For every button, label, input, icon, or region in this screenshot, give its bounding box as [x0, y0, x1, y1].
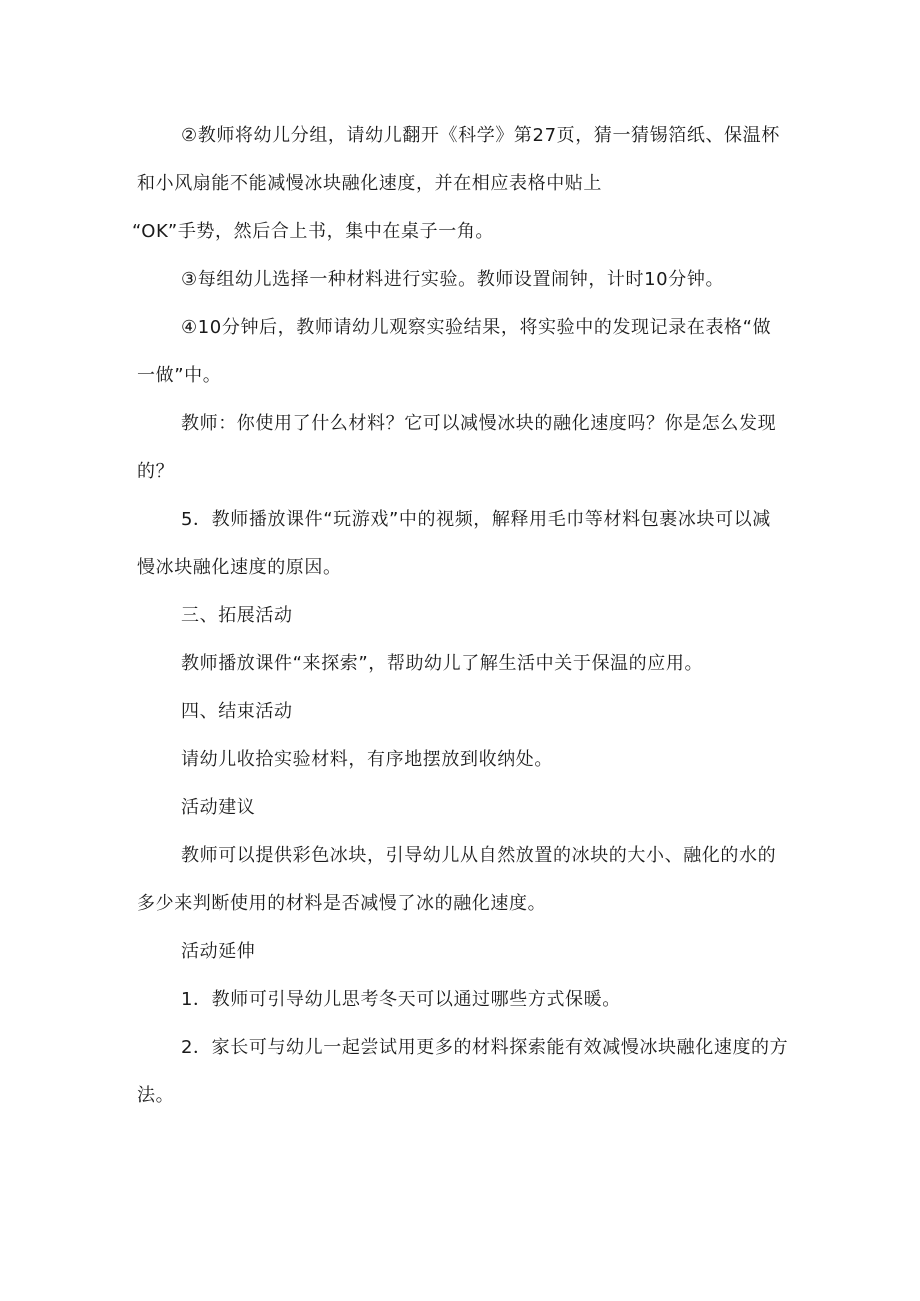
paragraph-line: 一做”中。 — [137, 365, 222, 386]
paragraph-line: 慢冰块融化速度的原因。 — [137, 557, 342, 578]
paragraph-line: 法。 — [137, 1085, 175, 1106]
paragraph-line: 2．家长可与幼儿一起尝试用更多的材料探索能有效减慢冰块融化速度的方 — [181, 1037, 789, 1058]
paragraph-line: ③每组幼儿选择一种材料进行实验。教师设置闹钟，计时10分钟。 — [181, 269, 725, 290]
paragraph-line: 5．教师播放课件“玩游戏”中的视频，解释用毛巾等材料包裹冰块可以减 — [181, 509, 771, 530]
section-heading: 活动建议 — [181, 797, 256, 818]
paragraph-line: 1．教师可引导幼儿思考冬天可以通过哪些方式保暖。 — [181, 989, 621, 1010]
paragraph-line: 的？ — [137, 461, 175, 482]
paragraph-line: “OK”手势，然后合上书，集中在桌子一角。 — [132, 221, 495, 242]
paragraph-line: 多少来判断使用的材料是否减慢了冰的融化速度。 — [137, 893, 547, 914]
paragraph-line: 教师可以提供彩色冰块，引导幼儿从自然放置的冰块的大小、融化的水的 — [181, 845, 777, 866]
paragraph-line: 请幼儿收拾实验材料，有序地摆放到收纳处。 — [181, 749, 553, 770]
paragraph-line: ④10分钟后，教师请幼儿观察实验结果，将实验中的发现记录在表格“做 — [181, 317, 772, 338]
paragraph-line: ②教师将幼儿分组，请幼儿翻开《科学》第27页，猜一猜锡箔纸、保温杯 — [181, 125, 780, 146]
paragraph-line: 教师：你使用了什么材料？它可以减慢冰块的融化速度吗？你是怎么发现 — [181, 413, 777, 434]
paragraph-line: 和小风扇能不能减慢冰块融化速度，并在相应表格中贴上 — [137, 173, 602, 194]
section-heading: 活动延伸 — [181, 941, 256, 962]
paragraph-line: 教师播放课件“来探索”，帮助幼儿了解生活中关于保温的应用。 — [181, 653, 704, 674]
section-heading: 三、拓展活动 — [181, 605, 293, 626]
section-heading: 四、结束活动 — [181, 701, 293, 722]
